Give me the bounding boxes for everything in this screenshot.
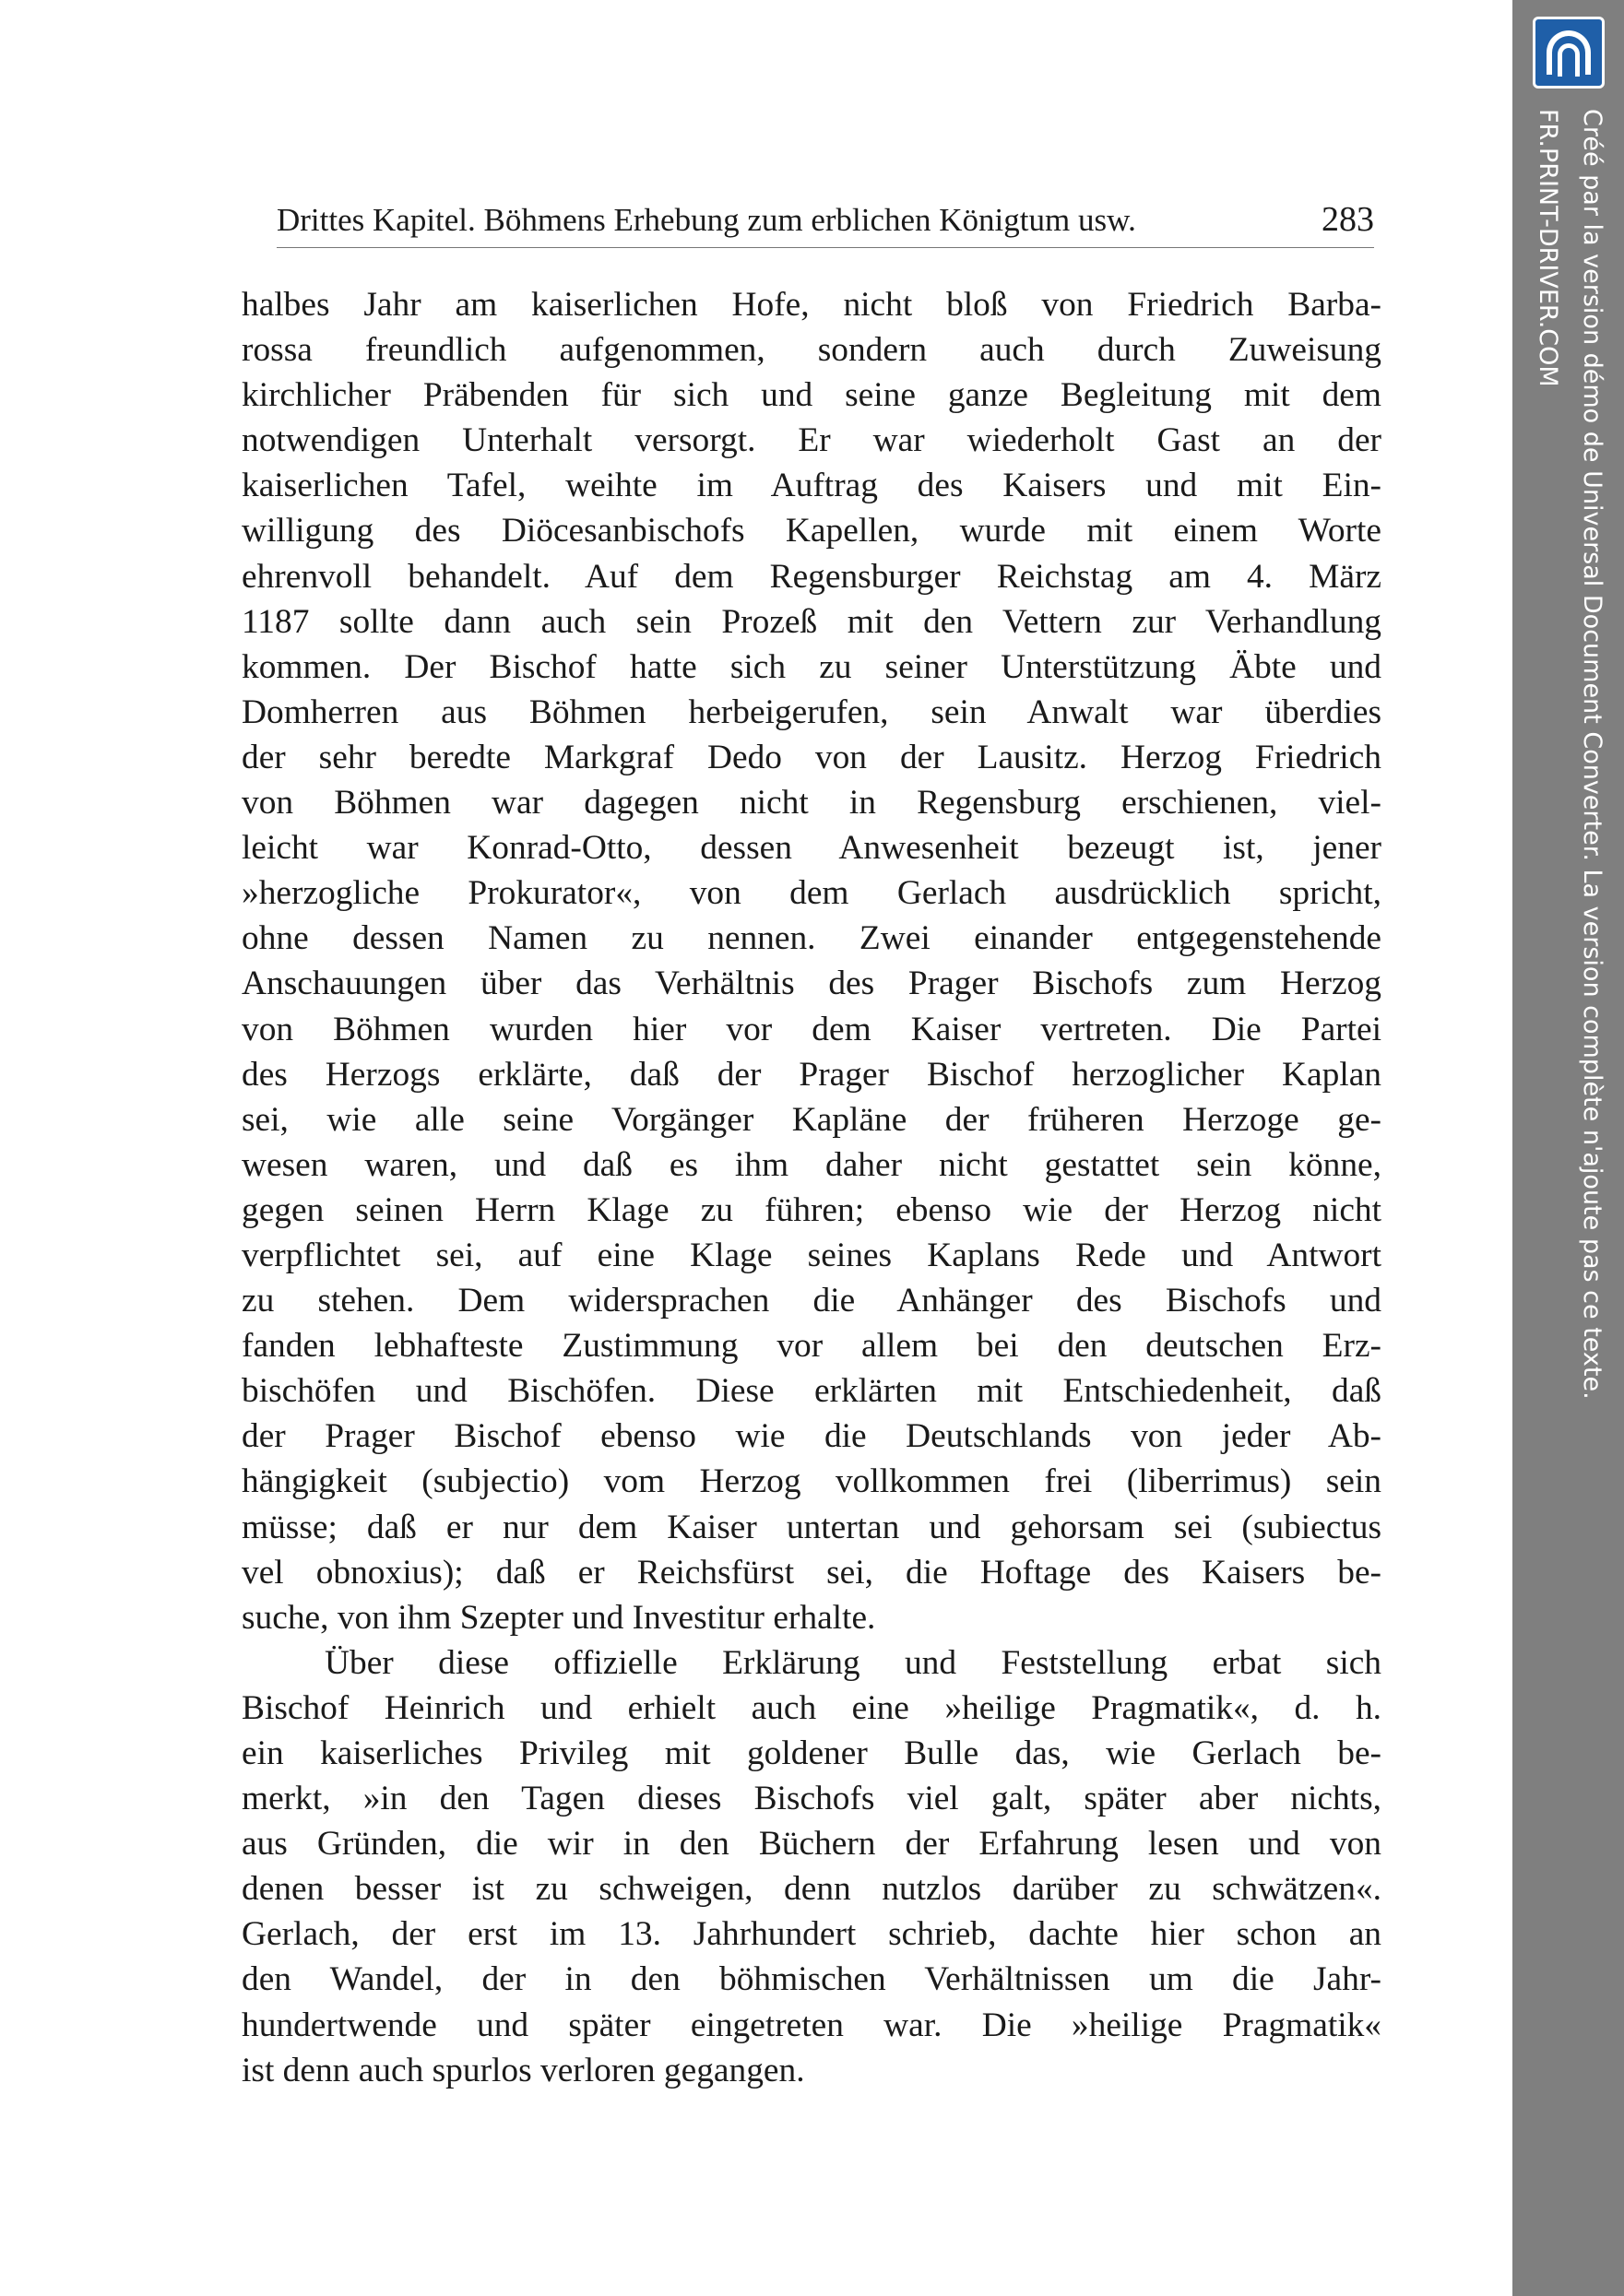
text-line: des Herzogs erklärte, daß der Prager Bischof herzoglicher Kaplan xyxy=(242,1055,1381,1094)
text-line: ein kaiserliches Privileg mit goldener Bulle das, wie Gerlach be- xyxy=(242,1734,1381,1772)
text-line: hängigkeit (subjectio) vom Herzog vollkommen frei (liberrimus) sein xyxy=(242,1462,1381,1501)
text-line: merkt, »in den Tagen dieses Bischofs viel galt, später aber nichts, xyxy=(242,1780,1381,1818)
text-line: denen besser ist zu schweigen, denn nutzlos darüber zu schwätzen«. xyxy=(242,1870,1381,1909)
text-line: gegen seinen Herrn Klage zu führen; ebenso wie der Herzog nicht xyxy=(242,1190,1381,1229)
text-line: Gerlach, der erst im 13. Jahrhundert schrieb, dachte hier schon an xyxy=(242,1915,1381,1954)
text-line: der sehr beredte Markgraf Dedo von der Lausitz. Herzog Friedrich xyxy=(242,738,1381,776)
page-number: 283 xyxy=(1322,200,1374,239)
text-line: Anschauungen über das Verhältnis des Prager Bischofs zum Herzog xyxy=(242,965,1381,1003)
watermark-url: FR.PRINT-DRIVER.COM xyxy=(1534,109,1562,387)
body-text xyxy=(242,282,1381,2093)
text-line: den Wandel, der in den böhmischen Verhältnissen um die Jahr- xyxy=(242,1960,1381,1999)
text-line: willigung des Diöcesanbischofs Kapellen, wurde mit einem Worte xyxy=(242,512,1381,550)
text-line: vel obnoxius); daß er Reichsfürst sei, die Hoftage des Kaisers be- xyxy=(242,1553,1381,1592)
text-line: halbes Jahr am kaiserlichen Hofe, nicht bloß von Friedrich Barba- xyxy=(242,286,1381,324)
text-line: hundertwende und später eingetreten war. Die »heilige Pragmatik« xyxy=(242,2006,1381,2044)
paragraph-start-line: Über diese offizielle Erklärung und Feststellung erbat sich xyxy=(325,1643,1381,1682)
udc-logo-icon xyxy=(1533,17,1605,89)
running-title: Drittes Kapitel. Böhmens Erhebung zum erblichen Königtum usw. xyxy=(277,202,1136,238)
text-line: von Böhmen wurden hier vor dem Kaiser vertreten. Die Partei xyxy=(242,1010,1381,1048)
text-line: sei, wie alle seine Vorgänger Kapläne der früheren Herzoge ge- xyxy=(242,1100,1381,1139)
text-line: Bischof Heinrich und erhielt auch eine »heilige Pragmatik«, d. h. xyxy=(242,1688,1381,1727)
running-header xyxy=(277,199,1374,248)
text-line: Domherren aus Böhmen herbeigerufen, sein Anwalt war überdies xyxy=(242,692,1381,731)
text-line: notwendigen Unterhalt versorgt. Er war wiederholt Gast an der xyxy=(242,421,1381,460)
text-line: wesen waren, und daß es ihm daher nicht gestattet sein könne, xyxy=(242,1145,1381,1184)
watermark-notice: Créé par la version démo de Universal Document Converter. La version complète n'ajoute pas ce texte. xyxy=(1578,109,1606,1400)
text-line: fanden lebhafteste Zustimmung vor allem bei den deutschen Erz- xyxy=(242,1327,1381,1366)
text-line: kirchlicher Präbenden für sich und seine ganze Begleitung mit dem xyxy=(242,376,1381,415)
text-line: der Prager Bischof ebenso wie die Deutschlands von jeder Ab- xyxy=(242,1417,1381,1456)
paragraph-end-line: ist denn auch spurlos verloren gegangen. xyxy=(242,2051,805,2089)
text-line: bischöfen und Bischöfen. Diese erklärten mit Entschiedenheit, daß xyxy=(242,1372,1381,1411)
text-line: ehrenvoll behandelt. Auf dem Regensburger Reichstag am 4. März xyxy=(242,557,1381,596)
paragraph-end-line: suche, von ihm Szepter und Investitur erhalte. xyxy=(242,1598,876,1637)
watermark-sidebar xyxy=(1512,0,1624,2296)
text-line: kommen. Der Bischof hatte sich zu seiner Unterstützung Äbte und xyxy=(242,647,1381,686)
text-line: müsse; daß er nur dem Kaiser untertan und gehorsam sei (subiectus xyxy=(242,1508,1381,1546)
text-line: rossa freundlich aufgenommen, sondern auch durch Zuweisung xyxy=(242,331,1381,370)
text-line: leicht war Konrad-Otto, dessen Anwesenheit bezeugt ist, jener xyxy=(242,829,1381,868)
text-line: aus Gründen, die wir in den Büchern der Erfahrung lesen und von xyxy=(242,1825,1381,1864)
text-line: zu stehen. Dem widersprachen die Anhänger des Bischofs und xyxy=(242,1282,1381,1320)
text-line: kaiserlichen Tafel, weihte im Auftrag des Kaisers und mit Ein- xyxy=(242,467,1381,505)
text-line: »herzogliche Prokurator«, von dem Gerlach ausdrücklich spricht, xyxy=(242,874,1381,913)
text-line: von Böhmen war dagegen nicht in Regensburg erschienen, viel- xyxy=(242,784,1381,823)
text-line: verpflichtet sei, auf eine Klage seines Kaplans Rede und Antwort xyxy=(242,1236,1381,1274)
text-line: 1187 sollte dann auch sein Prozeß mit den Vettern zur Verhandlung xyxy=(242,602,1381,641)
text-line: ohne dessen Namen zu nennen. Zwei einander entgegenstehende xyxy=(242,919,1381,958)
